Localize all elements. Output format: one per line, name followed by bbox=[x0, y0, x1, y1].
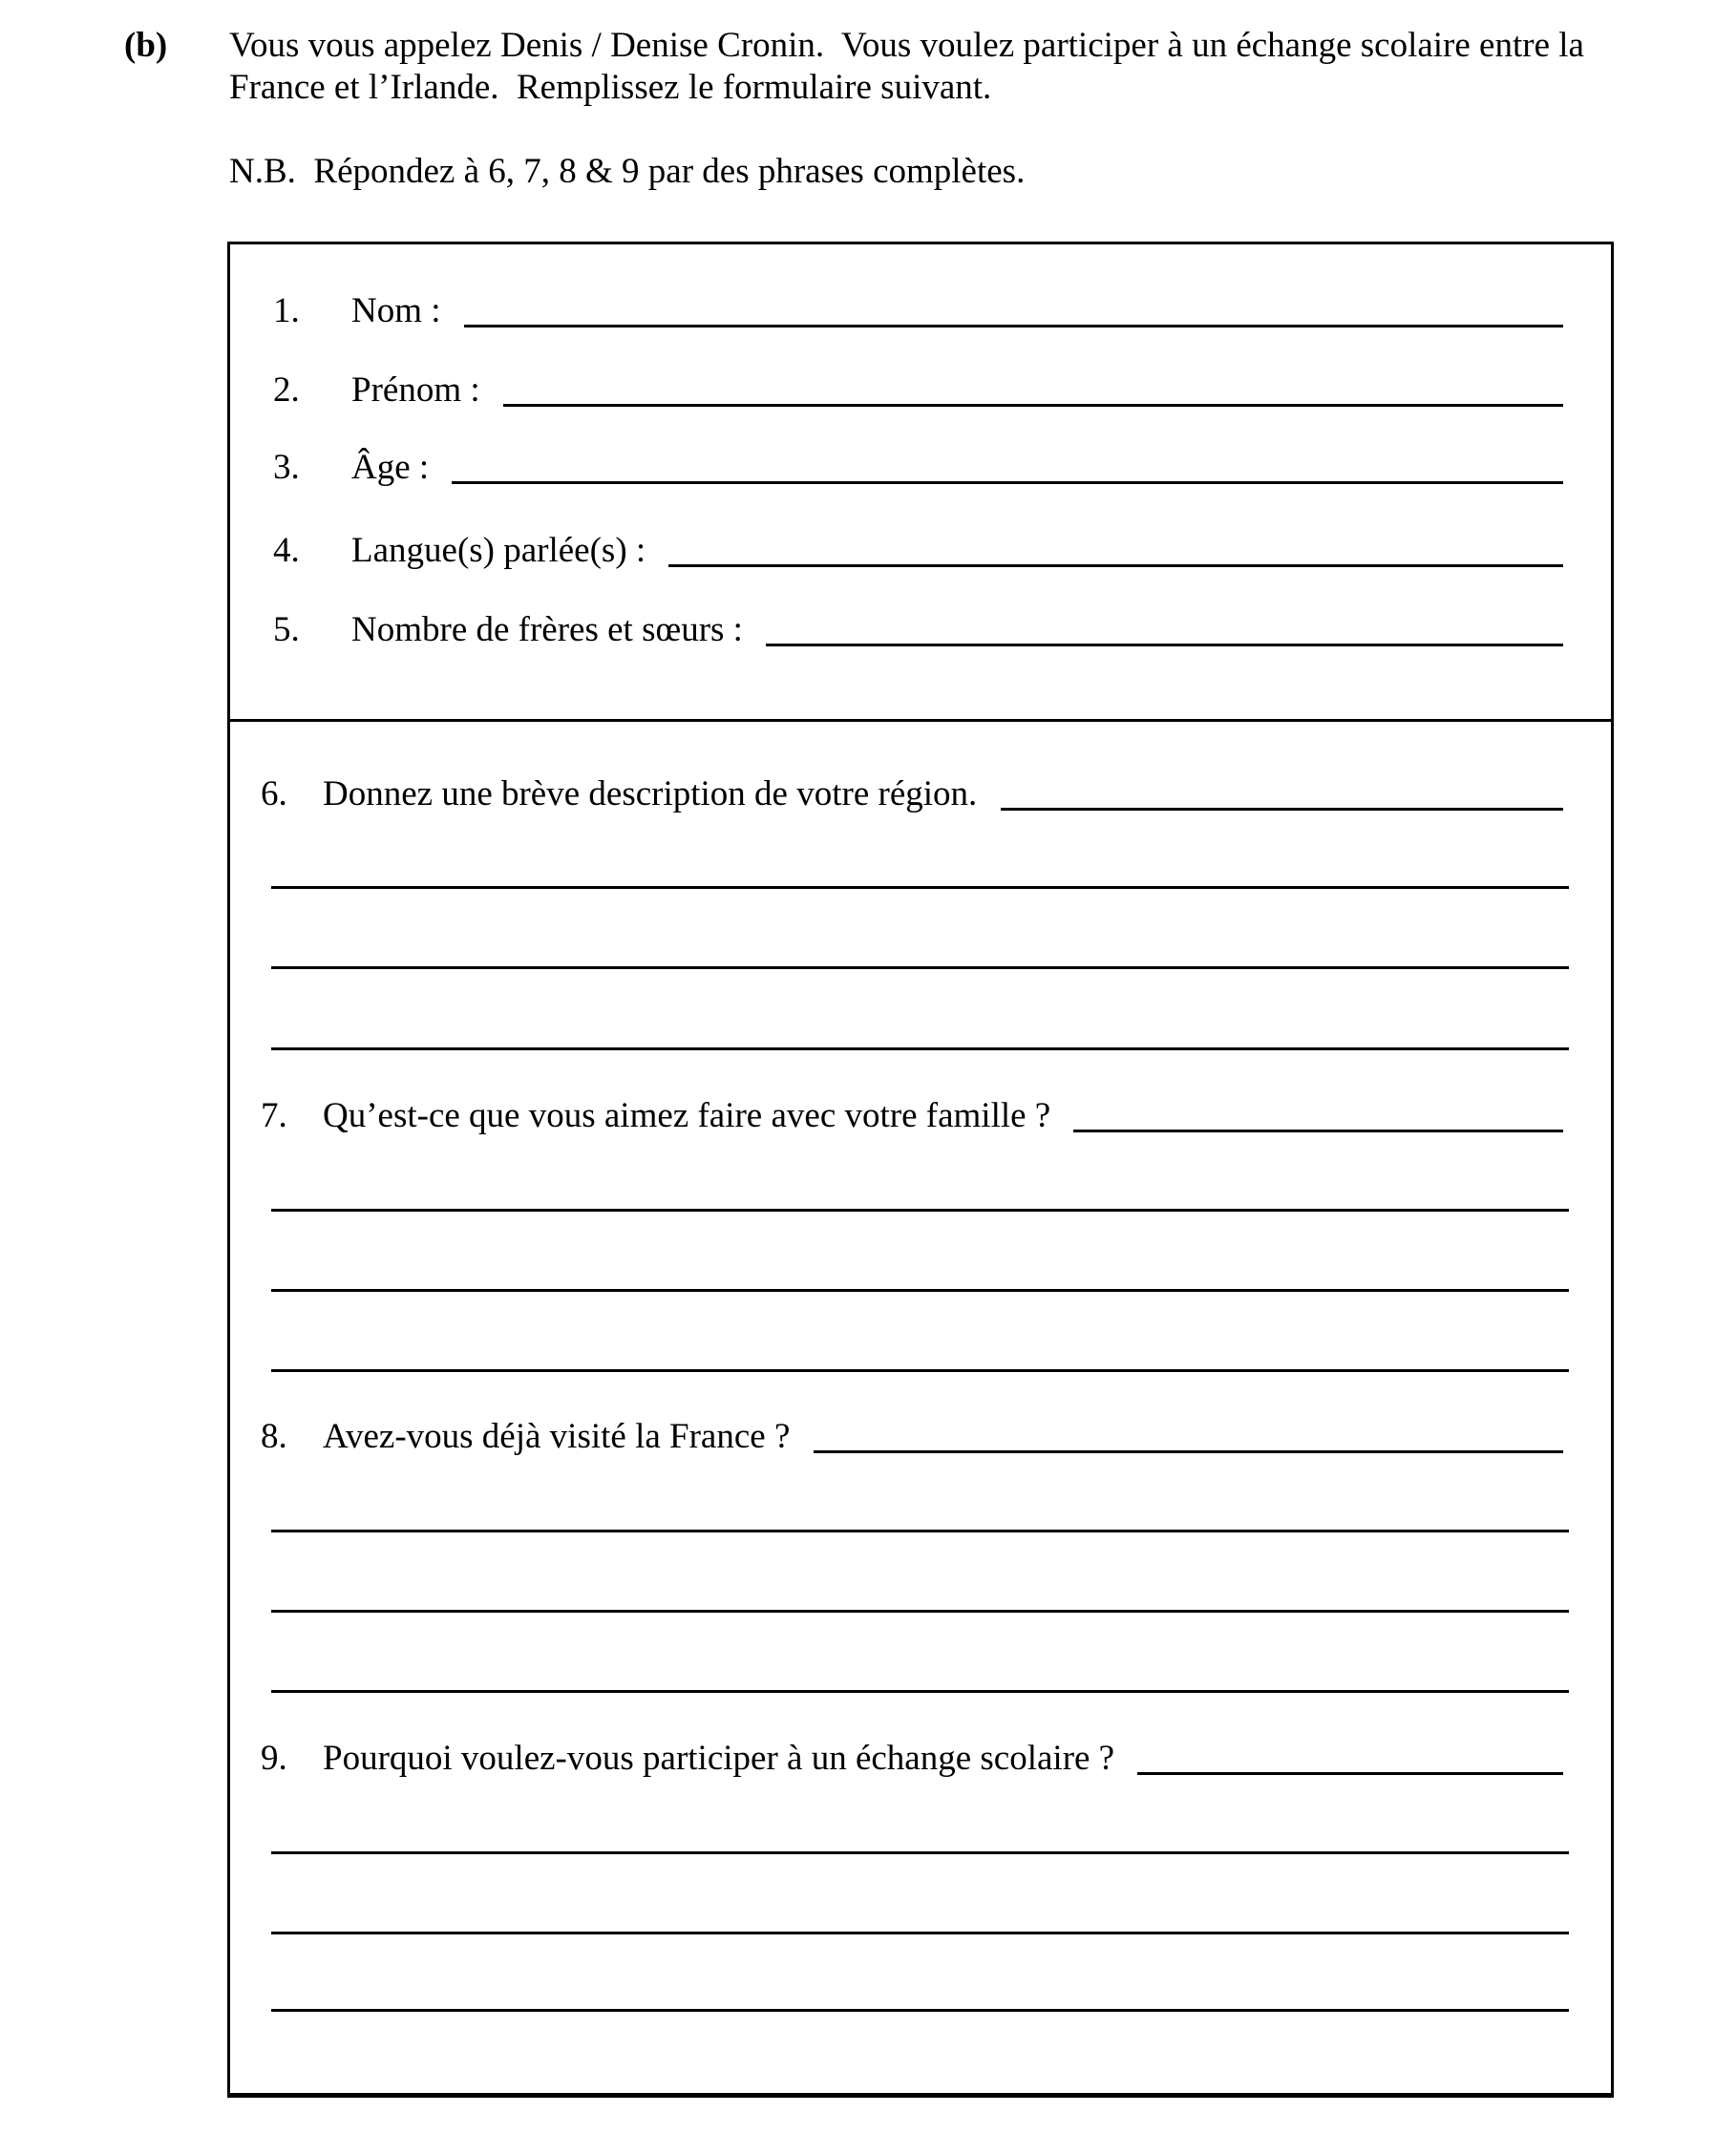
item-label: Qu’est-ce que vous aimez faire avec votre famille ? bbox=[323, 1096, 1060, 1135]
answer-line bbox=[271, 1530, 1569, 1532]
answer-line bbox=[271, 2009, 1569, 2012]
form-item-nom bbox=[273, 290, 1563, 332]
answer-line bbox=[271, 1610, 1569, 1613]
answer-line bbox=[271, 1209, 1569, 1212]
intro-paragraph bbox=[229, 25, 1584, 109]
item-label: Nombre de frères et sœurs : bbox=[351, 610, 752, 649]
answer-blank bbox=[654, 530, 1563, 572]
item-label: Prénom : bbox=[351, 370, 489, 410]
intro-line-2: France et l’Irlande. Remplissez le formulaire suivant. bbox=[229, 68, 992, 107]
item-label: Avez-vous déjà visité la France ? bbox=[323, 1417, 799, 1456]
answer-line bbox=[271, 1369, 1569, 1372]
item-label: Langue(s) parlée(s) : bbox=[351, 531, 655, 570]
item-number: 2. bbox=[273, 370, 300, 410]
item-number: 8. bbox=[261, 1417, 287, 1456]
item-number: 1. bbox=[273, 291, 300, 330]
answer-blank bbox=[752, 609, 1563, 651]
item-number: 9. bbox=[261, 1739, 287, 1778]
answer-line bbox=[271, 966, 1569, 969]
item-number: 6. bbox=[261, 774, 287, 813]
answer-blank bbox=[1059, 1095, 1563, 1137]
answer-line bbox=[271, 886, 1569, 889]
answer-blank bbox=[450, 290, 1563, 332]
item-number: 5. bbox=[273, 610, 300, 649]
item-label: Nom : bbox=[351, 291, 450, 330]
answer-line bbox=[271, 1289, 1569, 1292]
answer-blank bbox=[799, 1416, 1563, 1458]
answer-line bbox=[271, 1851, 1569, 1854]
form-box bbox=[227, 242, 1614, 2098]
item-number: 4. bbox=[273, 531, 300, 570]
form-item-region bbox=[261, 773, 1563, 815]
intro-line-1: Vous vous appelez Denis / Denise Cronin. Vous voulez participer à un échange scolaire entre la bbox=[229, 26, 1584, 65]
item-label: Pourquoi voulez-vous participer à un échange scolaire ? bbox=[323, 1739, 1124, 1778]
form-item-prenom bbox=[273, 370, 1563, 412]
item-label: Âge : bbox=[351, 448, 438, 487]
answer-blank bbox=[986, 773, 1563, 815]
form-item-visite-france bbox=[261, 1416, 1563, 1458]
part-label: (b) bbox=[124, 26, 168, 65]
answer-blank bbox=[437, 447, 1563, 489]
answer-line bbox=[271, 1932, 1569, 1934]
answer-line bbox=[271, 1047, 1569, 1050]
item-number: 7. bbox=[261, 1096, 287, 1135]
item-number: 3. bbox=[273, 448, 300, 487]
form-item-famille bbox=[261, 1095, 1563, 1137]
answer-line bbox=[271, 1690, 1569, 1693]
item-label: Donnez une brève description de votre région. bbox=[323, 774, 986, 813]
answer-blank bbox=[489, 370, 1563, 412]
section-divider bbox=[230, 719, 1611, 722]
form-item-langues bbox=[273, 530, 1563, 572]
form-item-freres-soeurs bbox=[273, 609, 1563, 651]
form-item-age bbox=[273, 447, 1563, 489]
nb-note: N.B. Répondez à 6, 7, 8 & 9 par des phrases complètes. bbox=[229, 152, 1026, 191]
answer-blank bbox=[1123, 1738, 1563, 1780]
form-item-pourquoi-echange bbox=[261, 1738, 1563, 1780]
